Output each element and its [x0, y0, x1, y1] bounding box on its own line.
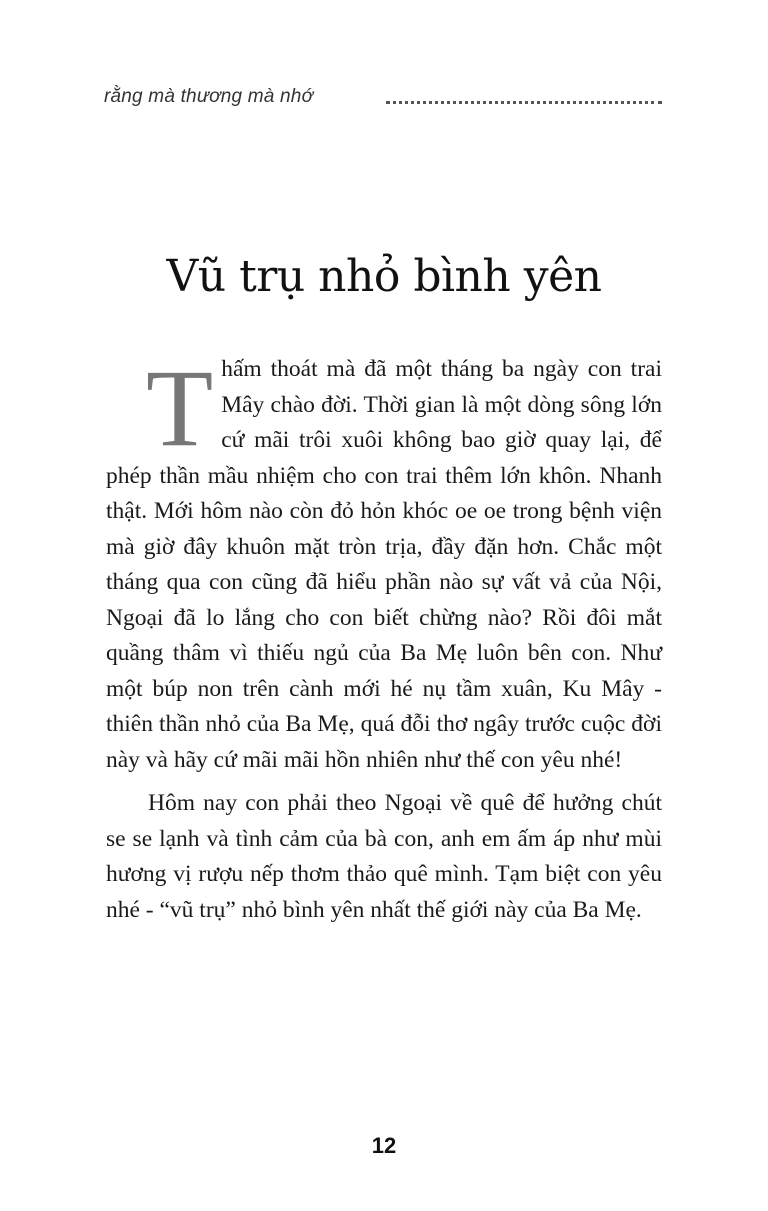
page-number: 12	[371, 1133, 397, 1158]
running-header	[104, 86, 664, 114]
paragraph-1	[106, 347, 662, 778]
paragraph-2: Hôm nay con phải theo Ngoại về quê để hưởng chút se se lạnh và tình cảm của bà con, anh em ấm áp như mùi hương vị rượu nếp thơm thảo quê mình. Tạm biệt con yêu nhé - “vũ trụ” nhỏ bình yên nhất thế giới này của Ba Mẹ.	[106, 790, 662, 923]
paragraph-1-text: hấm thoát mà đã một tháng ba ngày con trai Mây chào đời. Thời gian là một dòng sông lớn cứ mãi trôi xuôi không bao giờ quay lại, để phép thần mầu nhiệm cho con trai thêm lớn khôn. Nhanh thật. Mới hôm nào còn đỏ hỏn khóc oe oe trong bệnh viện mà giờ đây khuôn mặt tròn trịa, đầy đặn hơn. Chắc một tháng qua con cũng đã hiểu phần nào sự vất vả của Nội, Ngoại đã lo lắng cho con biết chừng nào? Rồi đôi mắt quầng thâm vì thiếu ngủ của Ba Mẹ luôn bên con. Như một búp non trên cành mới hé nụ tầm xuân, Ku Mây - thiên thần nhỏ của Ba Mẹ, quá đỗi thơ ngây trước cuộc đời này và hãy cứ mãi mãi hồn nhiên như thế con yêu nhé!	[106, 356, 662, 773]
chapter-title: Vũ trụ nhỏ bình yên	[166, 251, 602, 303]
header-dotted-rule	[386, 101, 662, 104]
drop-cap: T	[146, 347, 214, 469]
running-title: rằng mà thương mà nhớ	[104, 86, 314, 107]
body-text	[106, 347, 662, 928]
